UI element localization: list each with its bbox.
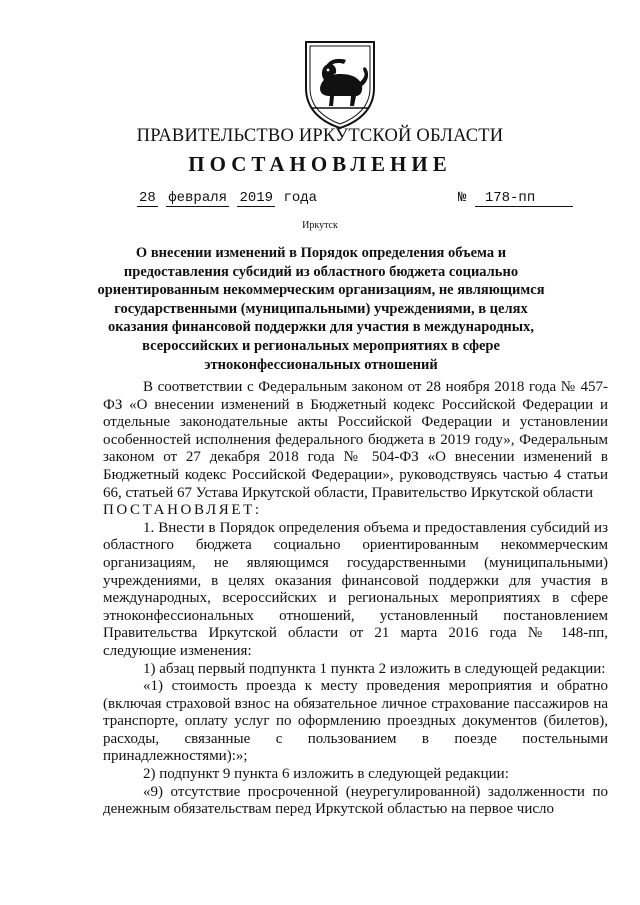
document-number	[458, 190, 573, 207]
number-sign: №	[458, 190, 467, 206]
number-value: 178-пп	[475, 190, 573, 207]
date-month: февраля	[168, 190, 228, 206]
document-type: ПОСТАНОВЛЕНИЕ	[188, 152, 452, 176]
resolves-heading: ПОСТАНОВЛЯЕТ:	[103, 502, 262, 519]
subitem-2: 2) подпункт 9 пункта 6 изложить в следующей редакции:	[143, 766, 509, 783]
item-1: 1. Внести в Порядок определения объема и предоставления субсидий из областного бюджета социально ориентированным некоммерческим организациям, не являющимся государственными (муниципальными) учреждениями, в целях оказания финансовой поддержки для участия в международных, всероссийских и региональных мероприятиях в сфере этноконфессиональных отношений, установленный постановлением Правительства Иркутской области от 21 марта 2016 года № 148-пп, следующие изменения:	[103, 519, 608, 659]
date-day: 28	[139, 190, 156, 206]
quote-1: «1) стоимость проезда к месту проведения мероприятия и обратно (включая страховой взнос на обязательное личное страхование пассажиров на транспорте, оплату услуг по оформлению проездных документов (билетов), расходы, связанные с пользованием в поезде постельными принадлежностями):»;	[103, 678, 608, 765]
document-body	[103, 379, 608, 819]
quote-2: «9) отсутствие просроченной (неурегулированной) задолженности по денежным обязательствам перед Иркутской областью на первое число	[103, 783, 608, 818]
government-name: ПРАВИТЕЛЬСТВО ИРКУТСКОЙ ОБЛАСТИ	[136, 126, 504, 146]
subitem-1: 1) абзац первый подпункта 1 пункта 2 изложить в следующей редакции:	[143, 660, 606, 677]
irkutsk-coat-of-arms-icon	[300, 36, 380, 130]
document-date	[137, 190, 317, 206]
document-title: О внесении изменений в Порядок определения объема и предоставления субсидий из областного бюджета социально ориентированным некоммерческим организациям, не являющимся государственными (муниципальными) учреждениями, в целях оказания финансовой поддержки для участия в международных, всероссийских и региональных мероприятиях в сфере этноконфессиональных отношений	[97, 245, 545, 373]
preamble: В соответствии с Федеральным законом от 28 ноября 2018 года № 457-ФЗ «О внесении изменений в Бюджетный кодекс Российской Федерации и отдельные законодательные акты Российской Федерации и установлении особенностей исполнения федерального бюджета в 2019 году», Федеральным законом от 27 декабря 2018 года № 504-ФЗ «О внесении изменений в Бюджетный кодекс Российской Федерации», руководствуясь частью 4 статьи 66, статьей 67 Устава Иркутской области, Правительство Иркутской области	[103, 379, 608, 501]
date-suffix: года	[283, 190, 318, 206]
date-year: 2019	[239, 190, 274, 206]
city: Иркутск	[302, 220, 338, 231]
